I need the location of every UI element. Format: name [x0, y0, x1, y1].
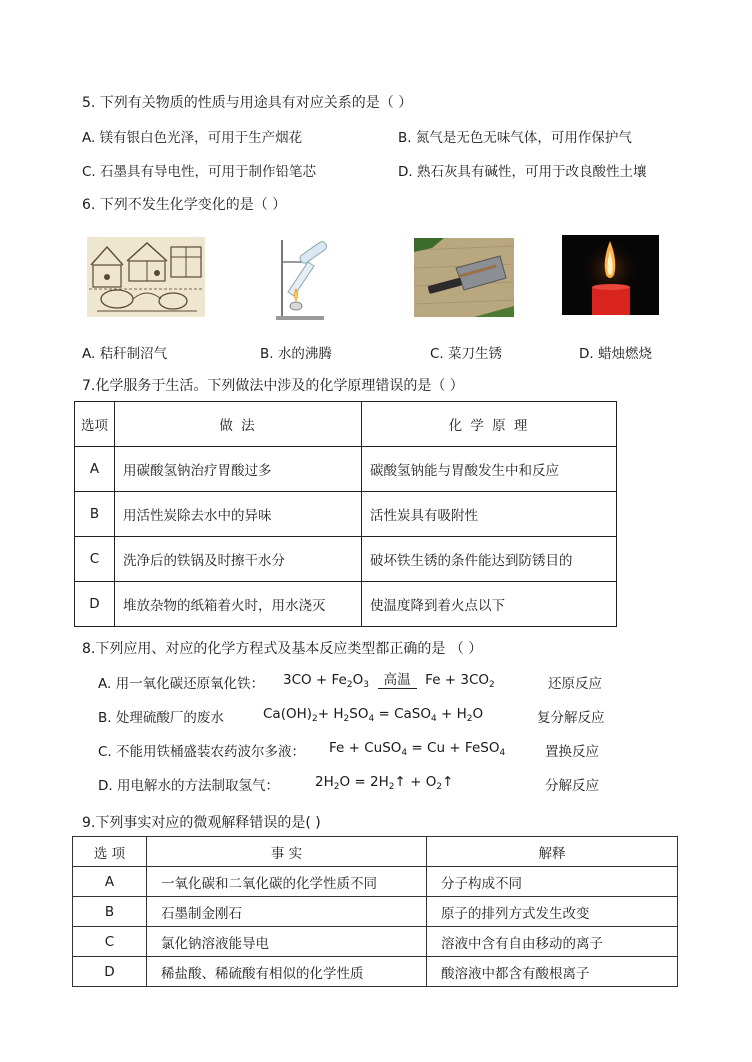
q6-option-a: A. 秸秆制沼气 — [82, 346, 168, 362]
q6-option-c: C. 菜刀生锈 — [430, 346, 503, 362]
table-cell: B — [73, 897, 147, 927]
table-header-cell: 做 法 — [115, 402, 362, 447]
table-row — [73, 867, 678, 897]
q6-option-b: B. 水的沸腾 — [260, 346, 332, 362]
reaction-condition: 高温 — [378, 673, 417, 689]
q7-table — [74, 401, 617, 627]
q8-option-b-equation: $Ca(OH)_2+ H_2SO_4$ = CaSO$_4$ + $H_2O$ — [263, 706, 484, 724]
table-cell: C — [75, 537, 115, 582]
kitchen-knife-photo — [414, 238, 514, 317]
table-header-row — [75, 402, 617, 447]
q8-stem: 8.下列应用、对应的化学方程式及基本反应类型都正确的是 （ ） — [82, 641, 483, 657]
table-row — [75, 582, 617, 627]
table-cell: 氯化钠溶液能导电 — [147, 927, 427, 957]
q5-option-a: A. 镁有银白色光泽，可用于生产烟花 — [82, 130, 303, 146]
table-header-cell: 选项 — [75, 402, 115, 447]
biogas-illustration — [87, 237, 205, 317]
q8-option-c-type: 置换反应 — [545, 744, 599, 760]
q8-option-a-label: A. 用一氧化碳还原氧化铁： — [98, 676, 265, 692]
q5-option-b: B. 氮气是无色无味气体，可用作保护气 — [398, 130, 632, 146]
table-cell: 活性炭具有吸附性 — [362, 492, 617, 537]
q5-option-c: C. 石墨具有导电性，可用于制作铅笔芯 — [82, 164, 317, 180]
q8-option-d-label: D. 用电解水的方法制取氢气： — [98, 778, 279, 794]
table-row — [75, 537, 617, 582]
table-cell: A — [75, 447, 115, 492]
table-cell: 碳酸氢钠能与胃酸发生中和反应 — [362, 447, 617, 492]
table-cell: D — [73, 957, 147, 987]
table-row — [73, 957, 678, 987]
q8-option-d-equation: $2H_2O$ = $2H_2↑$ + $O_2↑$ — [315, 774, 454, 792]
table-header-cell: 化 学 原 理 — [362, 402, 617, 447]
table-cell: 稀盐酸、稀硫酸有相似的化学性质 — [147, 957, 427, 987]
q8-option-c-label: C. 不能用铁桶盛装农药波尔多液： — [98, 744, 306, 760]
table-cell: 洗净后的铁锅及时擦干水分 — [115, 537, 362, 582]
q8-option-d-type: 分解反应 — [545, 778, 599, 794]
table-cell: 破坏铁生锈的条件能达到防锈目的 — [362, 537, 617, 582]
table-cell: 使温度降到着火点以下 — [362, 582, 617, 627]
table-header-row — [73, 837, 678, 867]
q5-option-d: D. 熟石灰具有碱性，可用于改良酸性土壤 — [398, 164, 647, 180]
table-cell: D — [75, 582, 115, 627]
q8-option-b-type: 复分解反应 — [537, 710, 605, 726]
table-cell: 用碳酸氢钠治疗胃酸过多 — [115, 447, 362, 492]
q5-stem: 5. 下列有关物质的性质与用途具有对应关系的是（ ） — [82, 95, 413, 111]
boiling-apparatus-illustration — [258, 232, 344, 322]
table-cell: 分子构成不同 — [427, 867, 678, 897]
table-cell: 用活性炭除去水中的异味 — [115, 492, 362, 537]
table-cell: 石墨制金刚石 — [147, 897, 427, 927]
table-cell: 酸溶液中都含有酸根离子 — [427, 957, 678, 987]
q8-option-c-equation: Fe + CuSO$_4$ = Cu + FeSO$_4$ — [329, 740, 506, 758]
candle-photo — [562, 235, 659, 315]
table-cell: C — [73, 927, 147, 957]
table-cell: 溶液中含有自由移动的离子 — [427, 927, 678, 957]
table-header-cell: 事 实 — [147, 837, 427, 867]
table-cell: 一氧化碳和二氧化碳的化学性质不同 — [147, 867, 427, 897]
table-cell: B — [75, 492, 115, 537]
table-header-cell: 选 项 — [73, 837, 147, 867]
table-header-cell: 解释 — [427, 837, 678, 867]
table-cell: 原子的排列方式发生改变 — [427, 897, 678, 927]
q6-option-d: D. 蜡烛燃烧 — [579, 346, 652, 362]
q6-stem: 6. 下列不发生化学变化的是（ ） — [82, 197, 287, 213]
table-row — [73, 897, 678, 927]
table-row — [75, 492, 617, 537]
q9-stem: 9.下列事实对应的微观解释错误的是( ) — [82, 815, 321, 831]
q8-option-a-type: 还原反应 — [548, 676, 602, 692]
q8-option-a-equation: $3CO + Fe_2O_3$ 高温 $Fe + 3CO_2$ — [283, 672, 495, 690]
table-row — [73, 927, 678, 957]
table-row — [75, 447, 617, 492]
q9-table — [72, 836, 678, 987]
table-cell: 堆放杂物的纸箱着火时，用水浇灭 — [115, 582, 362, 627]
q7-stem: 7.化学服务于生活。下列做法中涉及的化学原理错误的是（ ） — [82, 378, 464, 394]
q8-option-b-label: B. 处理硫酸厂的废水 — [98, 710, 224, 726]
table-cell: A — [73, 867, 147, 897]
